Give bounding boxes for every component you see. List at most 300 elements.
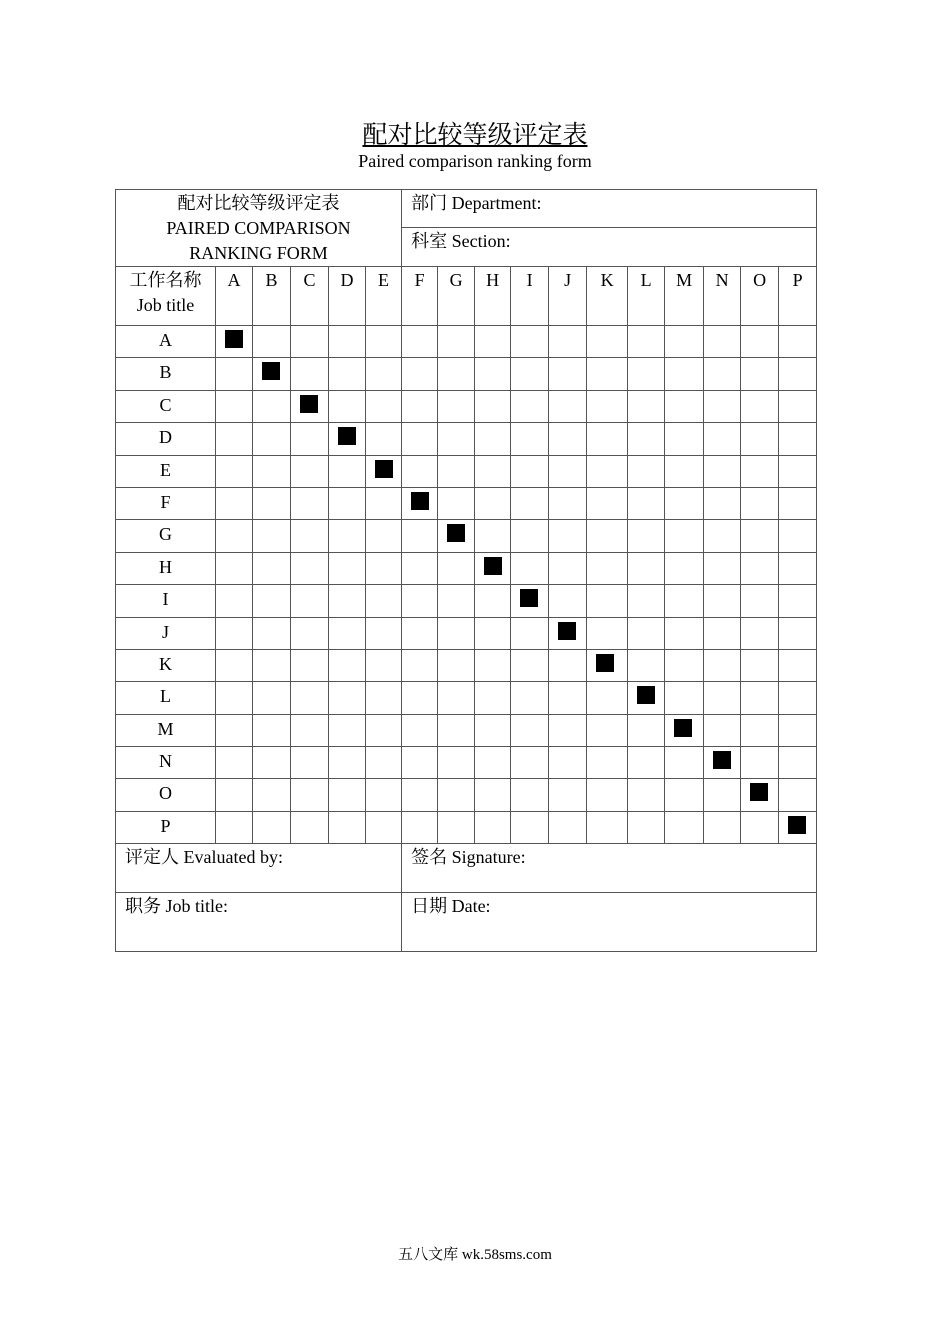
comparison-cell[interactable] <box>704 552 741 584</box>
comparison-cell[interactable] <box>253 682 291 714</box>
comparison-cell[interactable] <box>291 455 329 487</box>
comparison-cell[interactable] <box>216 617 253 649</box>
comparison-cell[interactable] <box>402 811 438 843</box>
comparison-cell[interactable] <box>704 487 741 519</box>
comparison-cell[interactable] <box>628 455 665 487</box>
comparison-cell[interactable] <box>587 779 628 811</box>
comparison-cell[interactable] <box>329 747 366 779</box>
comparison-cell[interactable] <box>366 747 402 779</box>
comparison-cell[interactable] <box>779 714 817 746</box>
comparison-cell[interactable] <box>475 326 511 358</box>
comparison-cell[interactable] <box>587 714 628 746</box>
comparison-cell[interactable] <box>511 649 549 681</box>
comparison-cell[interactable] <box>438 747 475 779</box>
column-header: H <box>475 267 511 326</box>
comparison-cell[interactable] <box>587 552 628 584</box>
comparison-cell[interactable] <box>511 358 549 390</box>
comparison-cell[interactable] <box>704 649 741 681</box>
comparison-cell[interactable] <box>366 390 402 422</box>
comparison-cell[interactable] <box>665 617 704 649</box>
comparison-cell[interactable] <box>329 714 366 746</box>
comparison-cell[interactable] <box>741 455 779 487</box>
table-row <box>116 714 817 746</box>
comparison-cell[interactable] <box>291 747 329 779</box>
comparison-cell[interactable] <box>665 585 704 617</box>
comparison-cell[interactable] <box>587 617 628 649</box>
comparison-cell[interactable] <box>402 779 438 811</box>
diagonal-cell <box>665 714 704 746</box>
comparison-cell[interactable] <box>665 390 704 422</box>
filled-square-icon <box>750 783 768 801</box>
comparison-cell[interactable] <box>216 487 253 519</box>
comparison-cell[interactable] <box>475 423 511 455</box>
comparison-cell[interactable] <box>438 487 475 519</box>
comparison-cell[interactable] <box>475 811 511 843</box>
comparison-cell[interactable] <box>628 390 665 422</box>
row-header: F <box>116 487 216 519</box>
comparison-cell[interactable] <box>253 714 291 746</box>
comparison-cell[interactable] <box>741 358 779 390</box>
comparison-cell[interactable] <box>628 779 665 811</box>
comparison-cell[interactable] <box>779 747 817 779</box>
column-header: D <box>329 267 366 326</box>
comparison-cell[interactable] <box>741 326 779 358</box>
comparison-cell[interactable] <box>253 552 291 584</box>
comparison-cell[interactable] <box>291 585 329 617</box>
comparison-cell[interactable] <box>438 617 475 649</box>
comparison-cell[interactable] <box>291 423 329 455</box>
paired-comparison-table <box>115 189 817 952</box>
comparison-cell[interactable] <box>549 585 587 617</box>
comparison-cell[interactable] <box>511 455 549 487</box>
comparison-cell[interactable] <box>665 358 704 390</box>
comparison-cell[interactable] <box>511 747 549 779</box>
comparison-cell[interactable] <box>511 811 549 843</box>
comparison-cell[interactable] <box>665 487 704 519</box>
comparison-cell[interactable] <box>628 649 665 681</box>
comparison-cell[interactable] <box>779 617 817 649</box>
comparison-cell[interactable] <box>216 390 253 422</box>
row-header: K <box>116 649 216 681</box>
job-title-corner <box>116 267 216 326</box>
comparison-cell[interactable] <box>291 358 329 390</box>
comparison-cell[interactable] <box>741 811 779 843</box>
comparison-cell[interactable] <box>587 423 628 455</box>
comparison-cell[interactable] <box>628 811 665 843</box>
comparison-cell[interactable] <box>438 326 475 358</box>
comparison-cell[interactable] <box>475 455 511 487</box>
comparison-cell[interactable] <box>329 520 366 552</box>
comparison-cell[interactable] <box>329 552 366 584</box>
comparison-cell[interactable] <box>366 811 402 843</box>
comparison-cell[interactable] <box>329 455 366 487</box>
comparison-cell[interactable] <box>329 649 366 681</box>
comparison-cell[interactable] <box>329 811 366 843</box>
comparison-cell[interactable] <box>665 520 704 552</box>
comparison-cell[interactable] <box>628 326 665 358</box>
comparison-cell[interactable] <box>587 811 628 843</box>
comparison-cell[interactable] <box>665 682 704 714</box>
comparison-cell[interactable] <box>402 423 438 455</box>
comparison-cell[interactable] <box>216 714 253 746</box>
comparison-cell[interactable] <box>741 682 779 714</box>
comparison-cell[interactable] <box>587 487 628 519</box>
comparison-cell[interactable] <box>779 552 817 584</box>
comparison-cell[interactable] <box>329 390 366 422</box>
page-footer: 五八文库 wk.58sms.com <box>398 1247 552 1263</box>
comparison-cell[interactable] <box>329 779 366 811</box>
filled-square-icon <box>225 330 243 348</box>
comparison-cell[interactable] <box>366 585 402 617</box>
comparison-cell[interactable] <box>587 358 628 390</box>
comparison-cell[interactable] <box>549 390 587 422</box>
row-header: H <box>116 552 216 584</box>
comparison-cell[interactable] <box>704 779 741 811</box>
comparison-cell[interactable] <box>253 487 291 519</box>
comparison-cell[interactable] <box>366 617 402 649</box>
comparison-cell[interactable] <box>438 423 475 455</box>
comparison-cell[interactable] <box>665 455 704 487</box>
comparison-cell[interactable] <box>511 552 549 584</box>
column-header: A <box>216 267 253 326</box>
comparison-cell[interactable] <box>438 358 475 390</box>
comparison-cell[interactable] <box>741 585 779 617</box>
comparison-cell[interactable] <box>549 358 587 390</box>
filled-square-icon <box>411 492 429 510</box>
comparison-cell[interactable] <box>665 811 704 843</box>
filled-square-icon <box>300 395 318 413</box>
comparison-cell[interactable] <box>438 455 475 487</box>
comparison-cell[interactable] <box>779 779 817 811</box>
comparison-cell[interactable] <box>704 326 741 358</box>
comparison-cell[interactable] <box>402 617 438 649</box>
comparison-cell[interactable] <box>511 617 549 649</box>
comparison-cell[interactable] <box>741 747 779 779</box>
diagonal-cell <box>291 390 329 422</box>
row-header: C <box>116 390 216 422</box>
comparison-cell[interactable] <box>291 811 329 843</box>
section-label: 科室 Section: <box>411 230 511 251</box>
comparison-cell[interactable] <box>628 617 665 649</box>
comparison-cell[interactable] <box>329 487 366 519</box>
date-field[interactable] <box>402 893 817 952</box>
comparison-cell[interactable] <box>402 520 438 552</box>
comparison-cell[interactable] <box>475 779 511 811</box>
comparison-cell[interactable] <box>438 390 475 422</box>
comparison-cell[interactable] <box>549 747 587 779</box>
column-header: K <box>587 267 628 326</box>
comparison-cell[interactable] <box>587 682 628 714</box>
comparison-cell[interactable] <box>216 585 253 617</box>
comparison-cell[interactable] <box>475 390 511 422</box>
table-row <box>116 747 817 779</box>
comparison-cell[interactable] <box>779 358 817 390</box>
comparison-cell[interactable] <box>665 779 704 811</box>
comparison-cell[interactable] <box>402 585 438 617</box>
comparison-cell[interactable] <box>549 649 587 681</box>
comparison-cell[interactable] <box>291 326 329 358</box>
comparison-cell[interactable] <box>511 487 549 519</box>
table-row <box>116 649 817 681</box>
comparison-cell[interactable] <box>402 326 438 358</box>
comparison-cell[interactable] <box>366 326 402 358</box>
job-title-field[interactable] <box>116 893 402 952</box>
table-row <box>116 552 817 584</box>
comparison-cell[interactable] <box>402 390 438 422</box>
comparison-cell[interactable] <box>438 552 475 584</box>
job-title-corner-cn: 工作名称 <box>129 270 202 290</box>
comparison-cell[interactable] <box>704 358 741 390</box>
department-field[interactable] <box>402 190 817 228</box>
date-label: 日期 Date: <box>411 896 491 917</box>
table-row <box>116 617 817 649</box>
table-row <box>116 423 817 455</box>
signature-field[interactable] <box>402 844 817 893</box>
comparison-cell[interactable] <box>549 326 587 358</box>
comparison-cell[interactable] <box>475 747 511 779</box>
comparison-cell[interactable] <box>779 455 817 487</box>
comparison-cell[interactable] <box>216 358 253 390</box>
comparison-cell[interactable] <box>779 390 817 422</box>
comparison-cell[interactable] <box>779 326 817 358</box>
comparison-cell[interactable] <box>253 811 291 843</box>
comparison-cell[interactable] <box>741 552 779 584</box>
comparison-cell[interactable] <box>587 390 628 422</box>
diagonal-cell <box>366 455 402 487</box>
comparison-cell[interactable] <box>216 649 253 681</box>
comparison-cell[interactable] <box>587 455 628 487</box>
comparison-cell[interactable] <box>704 617 741 649</box>
evaluated-by-field[interactable] <box>116 844 402 893</box>
comparison-cell[interactable] <box>511 326 549 358</box>
comparison-cell[interactable] <box>549 714 587 746</box>
comparison-cell[interactable] <box>704 455 741 487</box>
filled-square-icon <box>375 460 393 478</box>
comparison-cell[interactable] <box>291 779 329 811</box>
table-row <box>116 326 817 358</box>
comparison-cell[interactable] <box>366 649 402 681</box>
comparison-cell[interactable] <box>216 811 253 843</box>
comparison-cell[interactable] <box>438 714 475 746</box>
filled-square-icon <box>713 751 731 769</box>
comparison-cell[interactable] <box>511 520 549 552</box>
comparison-cell[interactable] <box>741 617 779 649</box>
comparison-cell[interactable] <box>587 747 628 779</box>
comparison-cell[interactable] <box>741 520 779 552</box>
comparison-cell[interactable] <box>216 520 253 552</box>
comparison-cell[interactable] <box>402 714 438 746</box>
comparison-cell[interactable] <box>704 714 741 746</box>
comparison-cell[interactable] <box>704 682 741 714</box>
comparison-cell[interactable] <box>253 585 291 617</box>
comparison-cell[interactable] <box>475 714 511 746</box>
comparison-cell[interactable] <box>511 714 549 746</box>
comparison-cell[interactable] <box>253 455 291 487</box>
comparison-cell[interactable] <box>779 487 817 519</box>
comparison-cell[interactable] <box>291 617 329 649</box>
comparison-cell[interactable] <box>402 455 438 487</box>
comparison-cell[interactable] <box>402 358 438 390</box>
comparison-cell[interactable] <box>402 552 438 584</box>
comparison-cell[interactable] <box>628 747 665 779</box>
comparison-cell[interactable] <box>366 714 402 746</box>
comparison-cell[interactable] <box>665 649 704 681</box>
comparison-cell[interactable] <box>511 423 549 455</box>
comparison-cell[interactable] <box>253 390 291 422</box>
table-row <box>116 358 817 390</box>
table-row <box>116 779 817 811</box>
comparison-cell[interactable] <box>291 682 329 714</box>
comparison-cell[interactable] <box>216 682 253 714</box>
comparison-cell[interactable] <box>253 423 291 455</box>
comparison-cell[interactable] <box>741 423 779 455</box>
row-header: J <box>116 617 216 649</box>
column-header: O <box>741 267 779 326</box>
comparison-cell[interactable] <box>253 649 291 681</box>
comparison-cell[interactable] <box>549 682 587 714</box>
comparison-cell[interactable] <box>253 779 291 811</box>
comparison-cell[interactable] <box>704 811 741 843</box>
comparison-cell[interactable] <box>366 423 402 455</box>
comparison-cell[interactable] <box>253 326 291 358</box>
diagonal-cell <box>511 585 549 617</box>
comparison-cell[interactable] <box>253 747 291 779</box>
comparison-cell[interactable] <box>779 520 817 552</box>
table-row <box>116 390 817 422</box>
comparison-cell[interactable] <box>366 552 402 584</box>
row-header: I <box>116 585 216 617</box>
comparison-cell[interactable] <box>402 649 438 681</box>
diagonal-cell <box>704 747 741 779</box>
filled-square-icon <box>338 427 356 445</box>
comparison-cell[interactable] <box>438 649 475 681</box>
comparison-cell[interactable] <box>216 747 253 779</box>
comparison-cell[interactable] <box>628 585 665 617</box>
comparison-cell[interactable] <box>665 747 704 779</box>
comparison-cell[interactable] <box>402 682 438 714</box>
comparison-cell[interactable] <box>329 326 366 358</box>
comparison-cell[interactable] <box>779 682 817 714</box>
comparison-cell[interactable] <box>438 779 475 811</box>
comparison-cell[interactable] <box>549 423 587 455</box>
comparison-cell[interactable] <box>587 326 628 358</box>
column-header: E <box>366 267 402 326</box>
comparison-cell[interactable] <box>329 617 366 649</box>
comparison-cell[interactable] <box>779 423 817 455</box>
comparison-cell[interactable] <box>704 390 741 422</box>
comparison-cell[interactable] <box>628 423 665 455</box>
comparison-cell[interactable] <box>779 649 817 681</box>
comparison-cell[interactable] <box>291 714 329 746</box>
comparison-cell[interactable] <box>549 779 587 811</box>
comparison-cell[interactable] <box>475 520 511 552</box>
comparison-cell[interactable] <box>665 326 704 358</box>
comparison-cell[interactable] <box>475 682 511 714</box>
comparison-cell[interactable] <box>704 520 741 552</box>
comparison-cell[interactable] <box>291 520 329 552</box>
comparison-cell[interactable] <box>549 552 587 584</box>
evaluated-by-label: 评定人 Evaluated by: <box>125 847 283 868</box>
row-header: E <box>116 455 216 487</box>
comparison-cell[interactable] <box>366 358 402 390</box>
comparison-cell[interactable] <box>741 714 779 746</box>
comparison-cell[interactable] <box>741 390 779 422</box>
comparison-cell[interactable] <box>665 552 704 584</box>
comparison-cell[interactable] <box>511 682 549 714</box>
comparison-cell[interactable] <box>329 682 366 714</box>
comparison-cell[interactable] <box>628 520 665 552</box>
comparison-cell[interactable] <box>475 649 511 681</box>
comparison-cell[interactable] <box>665 423 704 455</box>
comparison-cell[interactable] <box>402 747 438 779</box>
comparison-cell[interactable] <box>216 779 253 811</box>
comparison-cell[interactable] <box>216 455 253 487</box>
comparison-cell[interactable] <box>549 455 587 487</box>
comparison-cell[interactable] <box>704 423 741 455</box>
signature-label: 签名 Signature: <box>411 847 526 868</box>
comparison-cell[interactable] <box>366 520 402 552</box>
comparison-cell[interactable] <box>741 487 779 519</box>
comparison-cell[interactable] <box>216 552 253 584</box>
comparison-cell[interactable] <box>587 520 628 552</box>
comparison-cell[interactable] <box>253 617 291 649</box>
comparison-cell[interactable] <box>438 811 475 843</box>
comparison-cell[interactable] <box>475 617 511 649</box>
row-header: M <box>116 714 216 746</box>
comparison-cell[interactable] <box>549 487 587 519</box>
comparison-cell[interactable] <box>779 585 817 617</box>
comparison-cell[interactable] <box>511 390 549 422</box>
row-header: G <box>116 520 216 552</box>
comparison-cell[interactable] <box>628 714 665 746</box>
comparison-cell[interactable] <box>475 585 511 617</box>
comparison-cell[interactable] <box>291 552 329 584</box>
comparison-cell[interactable] <box>438 682 475 714</box>
comparison-cell[interactable] <box>291 487 329 519</box>
comparison-cell[interactable] <box>253 520 291 552</box>
comparison-cell[interactable] <box>628 552 665 584</box>
comparison-cell[interactable] <box>438 585 475 617</box>
filled-square-icon <box>558 622 576 640</box>
comparison-cell[interactable] <box>366 682 402 714</box>
comparison-cell[interactable] <box>511 779 549 811</box>
comparison-cell[interactable] <box>628 358 665 390</box>
comparison-cell[interactable] <box>291 649 329 681</box>
comparison-cell[interactable] <box>216 423 253 455</box>
comparison-cell[interactable] <box>366 487 402 519</box>
column-header: M <box>665 267 704 326</box>
comparison-cell[interactable] <box>329 585 366 617</box>
row-header: O <box>116 779 216 811</box>
row-header: L <box>116 682 216 714</box>
comparison-cell[interactable] <box>628 487 665 519</box>
comparison-cell[interactable] <box>475 358 511 390</box>
column-header: C <box>291 267 329 326</box>
table-row <box>116 455 817 487</box>
comparison-cell[interactable] <box>366 779 402 811</box>
diagonal-cell <box>779 811 817 843</box>
comparison-cell[interactable] <box>549 520 587 552</box>
column-header: G <box>438 267 475 326</box>
section-field[interactable] <box>402 227 817 266</box>
comparison-cell[interactable] <box>549 811 587 843</box>
comparison-cell[interactable] <box>475 487 511 519</box>
comparison-cell[interactable] <box>741 649 779 681</box>
comparison-cell[interactable] <box>704 585 741 617</box>
row-header: D <box>116 423 216 455</box>
comparison-cell[interactable] <box>329 358 366 390</box>
comparison-cell[interactable] <box>587 585 628 617</box>
